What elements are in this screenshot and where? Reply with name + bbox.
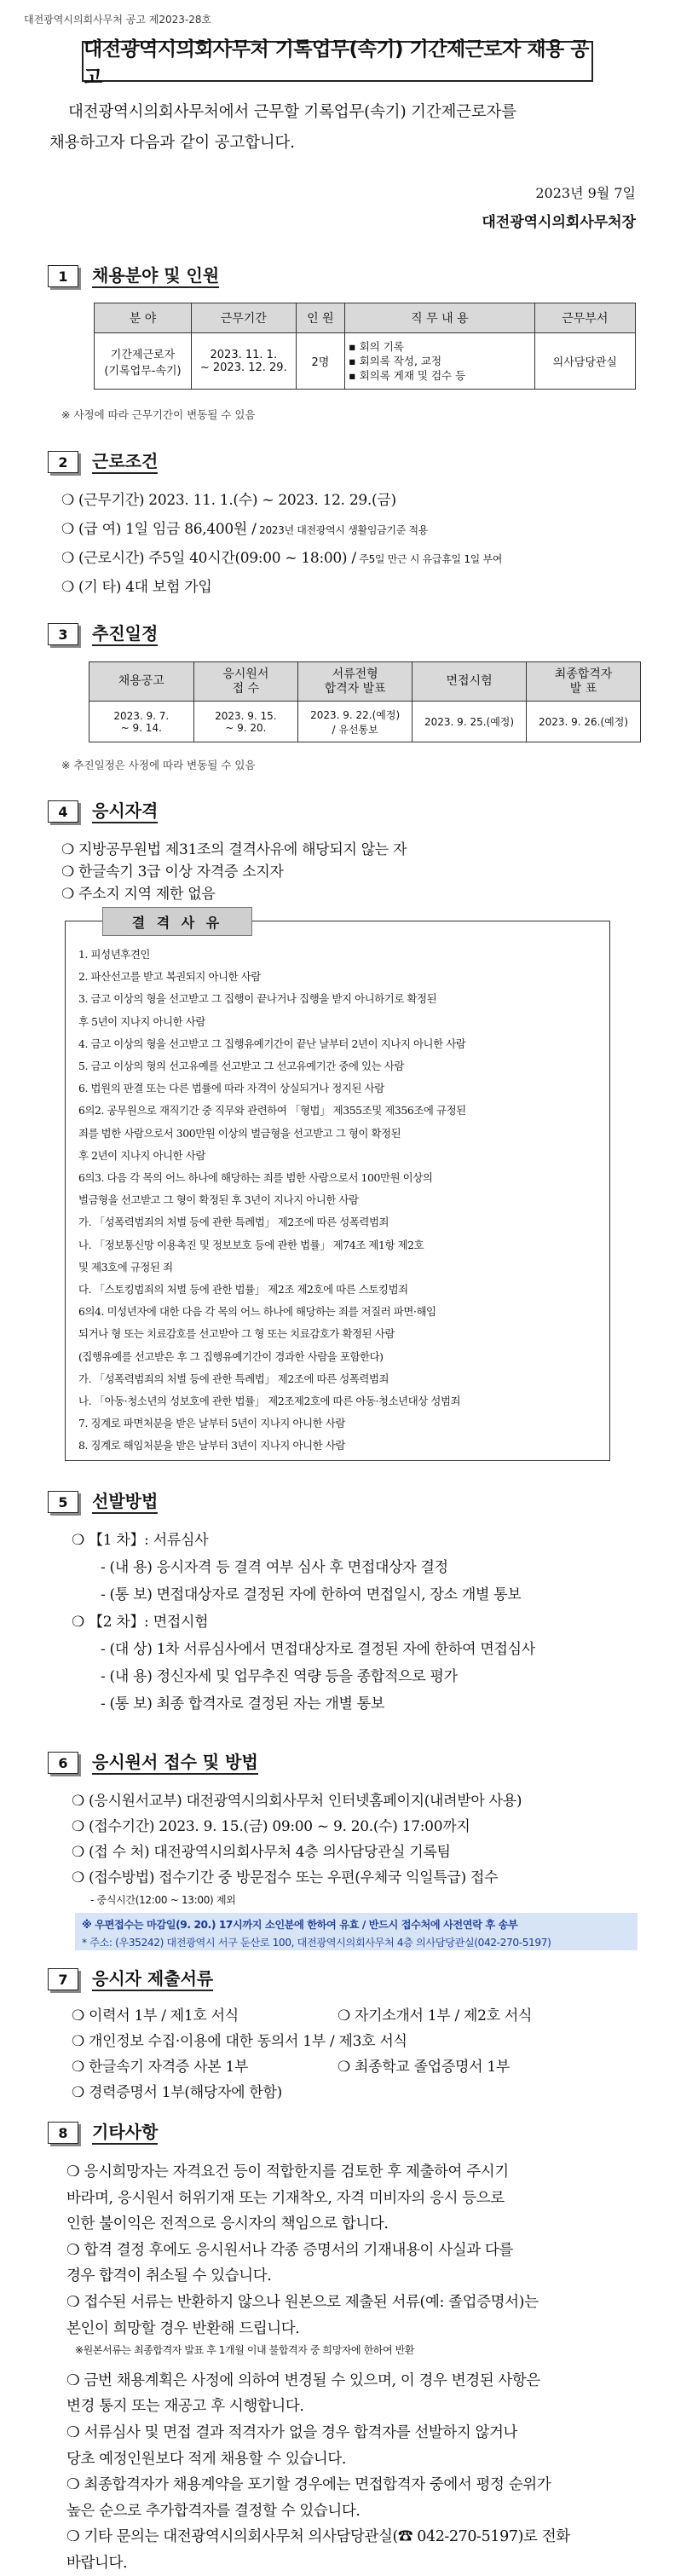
- section-7-heading: [48, 1967, 213, 1991]
- section-title: 기타사항: [92, 2122, 158, 2145]
- misc-note-line: 경우 합격이 취소될 수 있습니다.: [66, 2267, 272, 2285]
- condition-line: ❍ (기 타) 4대 보험 가입: [61, 579, 212, 596]
- table-cell: [193, 702, 298, 742]
- section-number: 5: [48, 1491, 78, 1513]
- disqualification-item: 벌금형을 선고받고 그 형이 확정된 후 3년이 지나지 아니한 사람: [78, 1193, 359, 1207]
- intro-line: 대전광역시의회사무처에서 근무할 기록업무(속기) 기간제근로자를: [68, 103, 516, 121]
- misc-note-line: ❍ 접수된 서류는 반환하지 않으나 원본으로 제출된 서류(예: 졸업증명서)는: [66, 2294, 539, 2311]
- cell-line: 2023. 11. 1.: [210, 348, 278, 361]
- notice-date: 2023년 9월 7일: [535, 185, 636, 201]
- section-title: 근로조건: [92, 451, 158, 474]
- table-header: 직 무 내 용: [345, 303, 535, 333]
- table-header: 인 원: [296, 303, 345, 333]
- selection-line: ❍ 【1 차】: 서류심사: [72, 1532, 209, 1549]
- misc-note-line: 변경 통지 또는 재공고 후 시행합니다.: [66, 2398, 304, 2416]
- section-number: 7: [48, 1968, 78, 1990]
- disqualification-item: 7. 징계로 파면처분을 받은 날부터 5년이 지나지 아니한 사람: [78, 1417, 345, 1430]
- section-title: 응시자 제출서류: [92, 1968, 213, 1991]
- application-line: ❍ (접 수 처) 대전광역시의회사무처 4층 의사담당관실 기록팀: [72, 1844, 451, 1861]
- table-cell: [89, 702, 194, 742]
- cell-line: ~ 2023. 12. 29.: [199, 361, 287, 374]
- document-line: ❍ 자기소개서 1부 / 제2호 서식: [338, 2007, 533, 2024]
- application-line: ❍ (접수방법) 접수기간 중 방문접수 또는 우편(우체국 익일특급) 접수: [72, 1869, 499, 1886]
- misc-note-line: ❍ 응시희망자는 자격요건 등이 적합한지를 검토한 후 제출하여 주시기: [66, 2163, 509, 2180]
- section-2-heading: [48, 450, 158, 474]
- disqualification-item: 다. 「스토킹범죄의 처벌 등에 관한 법률」 제2조 제2호에 따른 스토킹범죄: [78, 1283, 408, 1296]
- disqualification-item: 5. 금고 이상의 형의 선고유예를 선고받고 그 선고유예기간 중에 있는 사람: [78, 1060, 404, 1072]
- qualification-line: ❍ 주소지 지역 제한 없음: [61, 886, 216, 903]
- recruitment-table: [94, 303, 636, 390]
- schedule-note: ※ 추진일정은 사정에 따라 변동될 수 있음: [61, 759, 256, 771]
- schedule-table: [89, 661, 641, 742]
- table-header: 면접시험: [412, 662, 527, 702]
- disqualification-item: 죄를 범한 사람으로서 300만원 이상의 벌금형을 선고받고 그 형이 확정된: [78, 1126, 401, 1140]
- misc-note-line: 바랍니다.: [66, 2555, 128, 2572]
- misc-note-line: ❍ 서류심사 및 면접 결과 적격자가 없을 경우 합격자를 선발하지 않거나: [66, 2424, 518, 2441]
- section-number: 4: [48, 800, 78, 823]
- mail-notice: ※ 우편접수는 마감일(9. 20.) 17시까지 소인분에 한하여 유효 / 반드시 접수처에 사전연락 후 송부: [82, 1919, 518, 1931]
- qualification-line: ❍ 지방공무원법 제31조의 결격사유에 해당되지 않는 자: [61, 841, 407, 858]
- disqualification-item: 6의3. 다음 각 목의 어느 하나에 해당하는 죄를 범한 사람으로서 100만원 이상의: [78, 1171, 433, 1184]
- table-header: 근무부서: [534, 303, 635, 333]
- mail-address: * 주소: (우35242) 대전광역시 서구 둔산로 100, 대전광역시의회사무처 4층 의사담당관실(042-270-5197): [82, 1937, 551, 1949]
- table-header: 서류전형 합격자 발표: [298, 662, 412, 702]
- disqualification-label: 결 격 사 유: [102, 907, 252, 936]
- disqualification-item: 후 2년이 지나지 아니한 사람: [78, 1148, 205, 1162]
- condition-line: ❍ (급 여) 1일 임금 86,400원 / 2023년 대전광역시 생활임금기준 적용: [61, 521, 429, 538]
- intro-line: 채용하고자 다음과 같이 공고합니다.: [49, 134, 295, 152]
- section-3-heading: [48, 622, 158, 646]
- cell-line: ~ 9. 14.: [120, 721, 162, 734]
- selection-line: - (내 용) 정신자세 및 업무추진 역량 등을 종합적으로 평가: [101, 1668, 458, 1685]
- table-header: 근무기간: [191, 303, 296, 333]
- section-number: 2: [48, 451, 78, 473]
- misc-note-line: 인한 불이익은 전적으로 응시자의 책임으로 합니다.: [66, 2215, 389, 2233]
- table-cell: [298, 702, 412, 742]
- section-6-heading: [48, 1751, 258, 1775]
- selection-line: - (통 보) 면접대상자로 결정된 자에 한하여 면접일시, 장소 개별 통보: [101, 1586, 522, 1603]
- cell-line: / 유선통보: [332, 723, 378, 736]
- table-cell: 2명: [296, 333, 345, 390]
- notice-number: 대전광역시의회사무처 공고 제2023-28호: [24, 14, 212, 26]
- cell-line: 2023. 9. 7.: [113, 709, 170, 722]
- misc-note-line: ❍ 최종합격자가 채용계약을 포기할 경우에는 면접합격자 중에서 평정 순위가: [66, 2476, 551, 2494]
- section-1-heading: [48, 264, 219, 288]
- condition-line: ❍ (근무기간) 2023. 11. 1.(수) ~ 2023. 12. 29.(금): [61, 492, 396, 509]
- cell-line: 2023. 9. 15.: [215, 709, 277, 722]
- page-title: 대전광역시의회사무처 기록업무(속기) 기간제근로자 채용 공고: [82, 41, 593, 82]
- table-cell: 2023. 9. 26.(예정): [527, 702, 641, 742]
- disqualification-item: 1. 피성년후견인: [78, 948, 150, 961]
- section-number: 3: [48, 623, 78, 645]
- misc-note-line: ※원본서류는 최종합격자 발표 후 1개월 이내 불합격자 중 희망자에 한하여 반환: [75, 2344, 414, 2357]
- period-note: ※ 사정에 따라 근무기간이 변동될 수 있음: [61, 408, 256, 421]
- document-line: ❍ 최종학교 졸업증명서 1부: [338, 2059, 510, 2076]
- disqualification-item: 가. 「성폭력범죄의 처벌 등에 관한 특례법」 제2조에 따른 성폭력범죄: [78, 1372, 389, 1385]
- selection-line: - (내 용) 응시자격 등 결격 여부 심사 후 면접대상자 결정: [101, 1559, 448, 1576]
- section-4-heading: [48, 800, 158, 823]
- section-title: 응시원서 접수 및 방법: [92, 1752, 258, 1775]
- disqualification-item: 6. 법원의 판결 또는 다른 법률에 따라 자격이 상실되거나 정지된 사람: [78, 1082, 384, 1095]
- section-number: 1: [48, 265, 78, 287]
- table-cell: 의사담당관실: [534, 333, 635, 390]
- section-8-heading: [48, 2121, 158, 2145]
- table-header: 응시원서 접 수: [193, 662, 298, 702]
- duty-item: ▪ 회의록 게재 및 검수 등: [349, 369, 466, 382]
- disqualification-item: 6의2. 공무원으로 재직기간 중 직무와 관련하여 「형법」 제355조및 제356조에 규정된: [78, 1104, 466, 1118]
- selection-line: - (대 상) 1차 서류심사에서 면접대상자로 결정된 자에 한하여 면접심사: [101, 1641, 535, 1658]
- intro-paragraph: [49, 97, 638, 159]
- disqualification-item: 8. 징계로 해임처분을 받은 날부터 3년이 지나지 아니한 사람: [78, 1439, 345, 1453]
- misc-note-line: 본인이 희망할 경우 반환해 드립니다.: [66, 2319, 300, 2337]
- section-number: 6: [48, 1752, 78, 1774]
- section-title: 추진일정: [92, 623, 158, 646]
- disqualification-item: 가. 「성폭력범죄의 처벌 등에 관한 특례법」 제2조에 따른 성폭력범죄: [78, 1216, 389, 1229]
- lunch-note: - 중식시간(12:00 ~ 13:00) 제외: [90, 1894, 236, 1906]
- table-cell: [191, 333, 296, 390]
- selection-line: - (통 보) 최종 합격자로 결정된 자는 개별 통보: [101, 1695, 385, 1713]
- document-line: ❍ 한글속기 자격증 사본 1부: [72, 2059, 249, 2076]
- section-5-heading: [48, 1490, 158, 1514]
- table-cell: 2023. 9. 25.(예정): [412, 702, 527, 742]
- document-line: ❍ 이력서 1부 / 제1호 서식: [72, 2007, 239, 2024]
- qualification-line: ❍ 한글속기 3급 이상 자격증 소지자: [61, 863, 284, 881]
- disqualification-item: 나. 「아동·청소년의 성보호에 관한 법률」 제2조제2호에 따른 아동·청소년대상 성범죄: [78, 1395, 461, 1407]
- section-title: 선발방법: [92, 1491, 158, 1514]
- disqualification-item: 및 제3호에 규정된 죄: [78, 1260, 173, 1274]
- document-line: ❍ 개인정보 수집·이용에 대한 동의서 1부 / 제3호 서식: [72, 2033, 407, 2050]
- table-header: 채용공고: [89, 662, 194, 702]
- disqualification-item: 되거나 형 또는 치료감호를 선고받아 그 형 또는 치료감호가 확정된 사람: [78, 1327, 395, 1341]
- table-cell: [345, 333, 535, 390]
- disqualification-item: 6의4. 미성년자에 대한 다음 각 목의 어느 하나에 해당하는 죄를 저질러 파면·해임: [78, 1305, 436, 1319]
- disqualification-item: 3. 금고 이상의 형을 선고받고 그 집행이 끝나거나 집행을 받지 아니하기로 확정된: [78, 992, 437, 1006]
- misc-note-line: 높은 순으로 추가합격자를 결정할 수 있습니다.: [66, 2502, 361, 2520]
- duty-item: ▪ 회의록 작성, 교정: [349, 355, 442, 367]
- disqualification-item: 후 5년이 지나지 아니한 사람: [78, 1014, 205, 1028]
- section-title: 채용분야 및 인원: [92, 265, 219, 288]
- disqualification-item: 2. 파산선고를 받고 복권되지 아니한 사람: [78, 970, 261, 984]
- disqualification-item: 4. 금고 이상의 형을 선고받고 그 집행유예기간이 끝난 날부터 2년이 지나지 아니한 사람: [78, 1037, 466, 1050]
- disqualification-item: (집행유예를 선고받은 후 그 집행유예기간이 경과한 사람을 포함한다): [78, 1349, 384, 1363]
- selection-line: ❍ 【2 차】: 면접시험: [72, 1614, 209, 1631]
- application-line: ❍ (응시원서교부) 대전광역시의회사무처 인터넷홈페이지(내려받아 사용): [72, 1793, 522, 1810]
- issuing-organization: 대전광역시의회사무처장: [482, 214, 636, 231]
- misc-note-line: ❍ 합격 결정 후에도 응시원서나 각종 증명서의 기재내용이 사실과 다를: [66, 2241, 513, 2259]
- document-line: ❍ 경력증명서 1부(해당자에 한함): [72, 2084, 282, 2101]
- cell-line: 기간제근로자: [110, 348, 176, 361]
- misc-note-line: ❍ 금번 채용계획은 사정에 의하여 변경될 수 있으며, 이 경우 변경된 사항은: [66, 2371, 540, 2389]
- table-cell: [95, 333, 192, 390]
- condition-line: ❍ (근로시간) 주5일 40시간(09:00 ~ 18:00) / 주5일 만근 시 유급휴일 1일 부여: [61, 550, 503, 567]
- cell-line: ~ 9. 20.: [225, 721, 267, 734]
- section-title: 응시자격: [92, 800, 158, 823]
- application-line: ❍ (접수기간) 2023. 9. 15.(금) 09:00 ~ 9. 20.(수) 17:00까지: [72, 1818, 470, 1835]
- table-header: 최종합격자 발 표: [527, 662, 641, 702]
- misc-note-line: 바라며, 응시원서 허위기재 또는 기재착오, 자격 미비자의 응시 등으로: [66, 2189, 505, 2207]
- table-header: 분 야: [95, 303, 192, 333]
- cell-line: (기록업무-속기): [104, 364, 182, 378]
- duty-item: ▪ 회의 기록: [349, 340, 404, 353]
- misc-note-line: ❍ 기타 문의는 대전광역시의회사무처 의사담당관실(☎ 042-270-5197)로 전화: [66, 2528, 570, 2546]
- section-number: 8: [48, 2122, 78, 2144]
- disqualification-item: 나. 「정보통신망 이용촉진 및 정보보호 등에 관한 법률」 제74조 제1항 제2호: [78, 1238, 424, 1251]
- cell-line: 2023. 9. 22.(예정): [310, 708, 401, 721]
- misc-note-line: 당초 예정인원보다 적게 채용할 수 있습니다.: [66, 2450, 347, 2468]
